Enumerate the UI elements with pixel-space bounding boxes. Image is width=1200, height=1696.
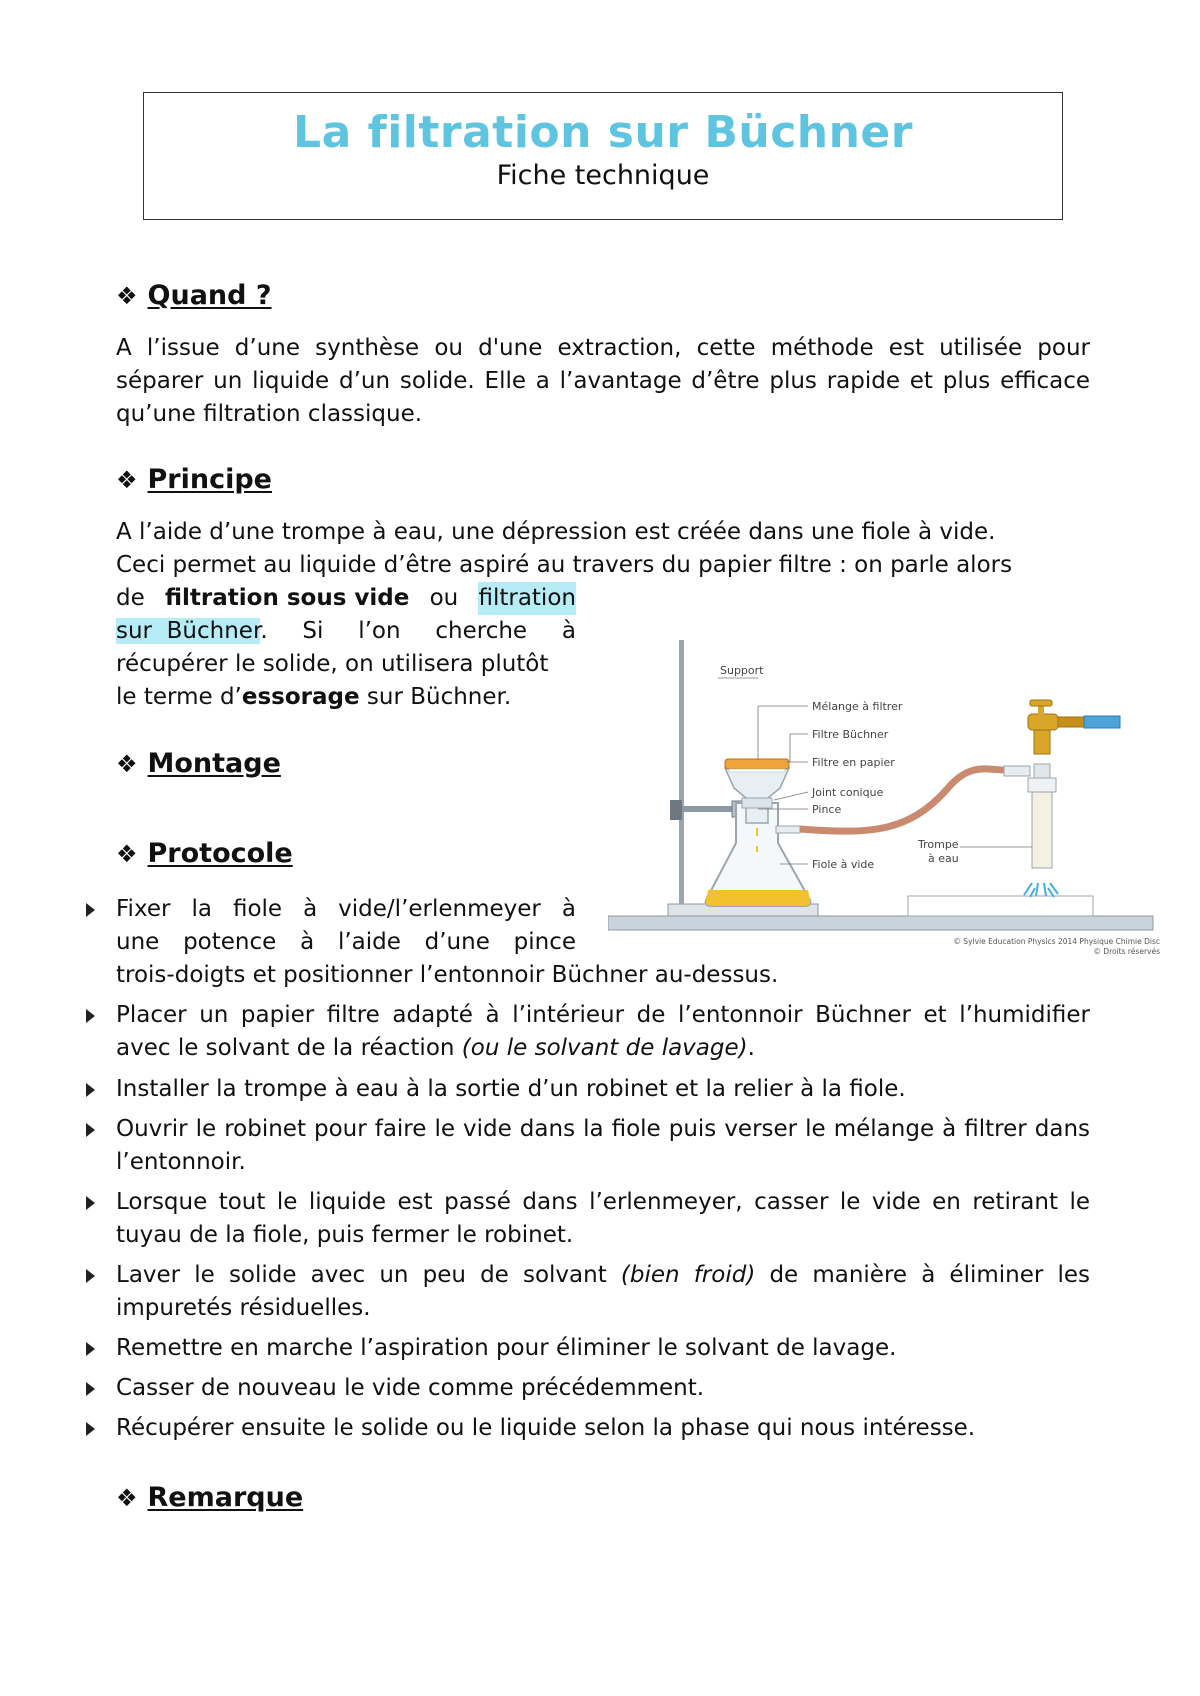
list-item-text <box>116 1259 1090 1325</box>
label-melange: Mélange à filtrer <box>812 700 903 713</box>
word: de <box>116 585 145 611</box>
water-aspirator <box>1032 792 1052 868</box>
stand-rod <box>679 640 684 904</box>
principe-line-5: récupérer le solide, on utilisera plutôt <box>116 651 549 677</box>
triangle-bullet-icon <box>86 1123 95 1137</box>
italic-run: (ou le solvant de lavage) <box>461 1035 748 1061</box>
tap-spout <box>1034 730 1050 754</box>
heading-principe <box>116 464 272 495</box>
diamond-bullet-icon: ❖ <box>116 839 138 868</box>
word: potence <box>183 929 277 955</box>
triangle-bullet-icon <box>86 1382 95 1396</box>
text-run: de manière à éliminer les impuretés résiduelles. <box>116 1262 1090 1321</box>
label-support: Support <box>720 664 764 677</box>
word: pince <box>513 929 576 955</box>
word: ou <box>429 585 459 611</box>
heading-protocole-text: Protocole <box>147 838 293 869</box>
label-fiole: Fiole à vide <box>812 858 875 871</box>
diamond-bullet-icon: ❖ <box>116 281 138 310</box>
leader-line <box>774 792 808 800</box>
title-box <box>143 92 1063 220</box>
paper-filter <box>729 769 785 772</box>
bold-term-essorage: essorage <box>241 684 360 710</box>
list-item-text: Récupérer ensuite le solide ou le liquide selon la phase qui nous intéresse. <box>116 1415 976 1441</box>
tap-pipe <box>1058 717 1084 727</box>
list-item-text: Ouvrir le robinet pour faire le vide dans la fiole puis verser le mélange à filtrer dans l’entonnoir. <box>116 1116 1090 1175</box>
principe-line-2: Ceci permet au liquide d’être aspiré au travers du papier filtre : on parle alors <box>116 552 1013 578</box>
clamp-boss <box>670 800 682 820</box>
bold-term-filtration-sous-vide: filtration sous vide <box>164 585 410 611</box>
heading-montage <box>116 748 281 779</box>
list-item-text: Lorsque tout le liquide est passé dans l’erlenmeyer, casser le vide en retirant le tuyau de la fiole, puis fermer le robinet. <box>116 1189 1090 1248</box>
principe-line-4 <box>116 615 576 648</box>
label-filtre-buchner: Filtre Büchner <box>812 728 889 741</box>
aspirator-neck <box>1028 778 1056 792</box>
highlighted-term: filtration <box>478 582 576 615</box>
triangle-bullet-icon <box>86 1083 95 1097</box>
heading-protocole <box>116 838 293 869</box>
word: Si <box>302 618 324 644</box>
text-run: . <box>747 1035 755 1061</box>
italic-run: (bien froid) <box>620 1262 756 1288</box>
triangle-bullet-icon <box>86 903 95 917</box>
tap-handle <box>1030 700 1052 706</box>
figure-credit: © Droits réservés <box>1093 947 1160 956</box>
word: . <box>260 618 268 644</box>
text-run: Placer un papier filtre adapté à l’intérieur de l’entonnoir Büchner et l’humidifier avec le solvant de la réaction <box>116 1002 1090 1061</box>
page-subtitle: Fiche technique <box>496 160 710 191</box>
page-title: La filtration sur Büchner <box>293 107 913 158</box>
side-arm <box>776 826 800 833</box>
heading-quand <box>116 280 272 311</box>
word: fiole <box>232 896 283 922</box>
word: Fixer <box>116 896 171 922</box>
word: à <box>303 896 318 922</box>
word: l’on <box>358 618 401 644</box>
label-joint: Joint conique <box>812 786 884 799</box>
word: à <box>561 896 576 922</box>
heading-principe-text: Principe <box>147 464 272 495</box>
aspirator-top <box>1034 764 1050 778</box>
word: l’aide <box>337 929 401 955</box>
triangle-bullet-icon <box>86 1342 95 1356</box>
diamond-bullet-icon: ❖ <box>116 749 138 778</box>
triangle-bullet-icon <box>86 1269 95 1283</box>
aspirator-side-arm <box>1004 766 1030 776</box>
quand-paragraph: A l’issue d’une synthèse ou d'une extraction, cette méthode est utilisée pour séparer un liquide d’un solide. Elle a l’avantage d’être plus rapide et plus efficace qu’une filtration classique. <box>116 335 1090 427</box>
water-pipe <box>1084 716 1120 728</box>
tap-body <box>1028 714 1058 730</box>
diamond-bullet-icon: ❖ <box>116 465 138 494</box>
heading-remarque-text: Remarque <box>147 1482 304 1513</box>
label-trompe: Trompe <box>918 838 959 851</box>
word: vide/l’erlenmeyer <box>338 896 541 922</box>
vacuum-tube <box>800 769 1004 831</box>
word: à <box>561 618 576 644</box>
b1-line-2 <box>116 926 576 959</box>
principe-wrapped-text <box>116 582 576 714</box>
conical-joint <box>742 798 772 808</box>
triangle-bullet-icon <box>86 1009 95 1023</box>
triangle-bullet-icon <box>86 1422 95 1436</box>
word: à <box>300 929 315 955</box>
text-run: Laver le solide avec un peu de solvant <box>116 1262 621 1288</box>
label-filtre-papier: Filtre en papier <box>812 756 895 769</box>
word: une <box>116 929 160 955</box>
diamond-bullet-icon: ❖ <box>116 1483 138 1512</box>
b1-line-1 <box>116 893 576 926</box>
heading-quand-text: Quand ? <box>147 280 272 311</box>
list-item-text: Casser de nouveau le vide comme précédemment. <box>116 1375 705 1401</box>
text-run: sur Büchner. <box>359 684 512 710</box>
principe-line-3 <box>116 582 576 615</box>
principe-line-1: A l’aide d’une trompe à eau, une dépression est créée dans une fiole à vide. <box>116 519 996 545</box>
word: la <box>191 896 212 922</box>
triangle-bullet-icon <box>86 1196 95 1210</box>
list-item-text: Installer la trompe à eau à la sortie d’un robinet et la relier à la fiole. <box>116 1076 906 1102</box>
heading-montage-text: Montage <box>147 748 281 779</box>
b1-line-3: trois-doigts et positionner l’entonnoir Büchner au-dessus. <box>116 962 779 988</box>
highlighted-term: sur <box>116 618 153 644</box>
highlighted-term: Büchner <box>166 618 261 644</box>
word: d’une <box>424 929 490 955</box>
text-run: le terme d’ <box>116 684 242 710</box>
label-pince: Pince <box>812 803 842 816</box>
mixture-to-filter <box>725 759 789 769</box>
word: cherche <box>435 618 528 644</box>
label-a-eau: à eau <box>928 852 959 865</box>
principe-line-6 <box>116 681 576 714</box>
list-item-text <box>116 893 1090 992</box>
list-item-text <box>116 999 1090 1065</box>
list-item-text: Remettre en marche l’aspiration pour éliminer le solvant de lavage. <box>116 1335 897 1361</box>
figure-credit: © Sylvie Education Physics 2014 Physique Chimie Disc <box>953 937 1160 946</box>
heading-remarque <box>116 1482 303 1513</box>
